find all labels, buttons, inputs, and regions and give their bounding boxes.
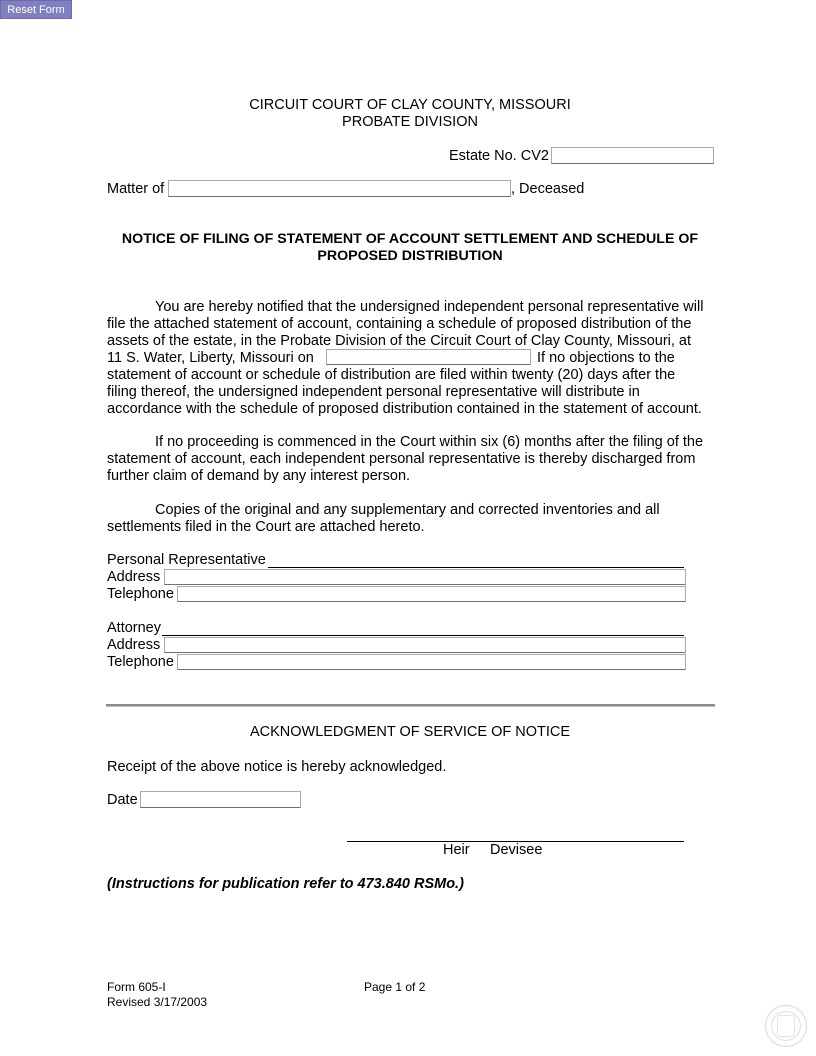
division-title: PROBATE DIVISION bbox=[342, 114, 478, 130]
date-label: Date bbox=[107, 792, 138, 808]
notice-title: NOTICE OF FILING OF STATEMENT OF ACCOUNT SETTLEMENT AND SCHEDULE OF PROPOSED DISTRIBUTION bbox=[121, 231, 699, 264]
personal-rep-signature-line bbox=[268, 567, 684, 568]
attorney-address-field[interactable] bbox=[164, 637, 686, 653]
para1-line6: filing thereof, the undersigned independent personal representative will distribute in bbox=[107, 384, 640, 400]
matter-name-field[interactable] bbox=[168, 180, 511, 197]
acknowledgment-title: ACKNOWLEDGMENT OF SERVICE OF NOTICE bbox=[249, 724, 571, 740]
rep-telephone-field[interactable] bbox=[177, 586, 686, 602]
attorney-address-label: Address bbox=[107, 637, 161, 653]
para1-line4b: If no objections to the bbox=[537, 350, 675, 366]
court-title: CIRCUIT COURT OF CLAY COUNTY, MISSOURI bbox=[249, 97, 571, 113]
para1-line1: You are hereby notified that the undersigned independent personal representative will bbox=[155, 299, 704, 315]
rep-telephone-label: Telephone bbox=[107, 586, 174, 602]
para2-line2: statement of account, each independent personal representative is thereby discharged from bbox=[107, 451, 696, 467]
page-number: Page 1 of 2 bbox=[364, 980, 426, 994]
rep-address-field[interactable] bbox=[164, 569, 686, 585]
para1-line7: accordance with the schedule of proposed distribution contained in the statement of account. bbox=[107, 401, 702, 417]
attorney-signature-line bbox=[162, 635, 684, 636]
section-divider bbox=[106, 704, 715, 707]
estate-label: Estate No. CV2 bbox=[449, 148, 549, 164]
revised-date: Revised 3/17/2003 bbox=[107, 995, 208, 1009]
para1-line3: assets of the estate, in the Probate Division of the Circuit Court of Clay County, Missouri, at bbox=[107, 333, 692, 349]
receipt-text: Receipt of the above notice is hereby acknowledged. bbox=[107, 759, 447, 775]
para2-line1: If no proceeding is commenced in the Court within six (6) months after the filing of the bbox=[155, 434, 704, 450]
form-number: Form 605-I bbox=[107, 980, 166, 994]
para1-line5: statement of account or schedule of distribution are filed within twenty (20) days after the bbox=[107, 367, 676, 383]
rep-address-label: Address bbox=[107, 569, 161, 585]
para3-line2: settlements filed in the Court are attached hereto. bbox=[107, 519, 425, 535]
personal-rep-label: Personal Representative bbox=[107, 552, 266, 568]
filing-date-field[interactable] bbox=[326, 349, 531, 365]
seal-emblem bbox=[777, 1015, 795, 1037]
court-seal-icon bbox=[765, 1005, 807, 1047]
estate-number-field[interactable] bbox=[551, 147, 714, 164]
attorney-telephone-field[interactable] bbox=[177, 654, 686, 670]
para1-line4a: 11 S. Water, Liberty, Missouri on bbox=[107, 350, 314, 366]
para3-line1: Copies of the original and any supplementary and corrected inventories and all bbox=[155, 502, 660, 518]
date-field[interactable] bbox=[140, 791, 301, 808]
heir-label: Heir bbox=[443, 842, 470, 858]
attorney-label: Attorney bbox=[107, 620, 161, 636]
devisee-label: Devisee bbox=[490, 842, 543, 858]
reset-form-button[interactable]: Reset Form bbox=[0, 0, 72, 19]
matter-label: Matter of bbox=[107, 181, 165, 197]
deceased-label: , Deceased bbox=[511, 181, 585, 197]
para1-line2: file the attached statement of account, containing a schedule of proposed distribution of the bbox=[107, 316, 692, 332]
instructions-text: (Instructions for publication refer to 473.840 RSMo.) bbox=[107, 876, 464, 892]
attorney-telephone-label: Telephone bbox=[107, 654, 174, 670]
para2-line3: further claim of demand by any interest person. bbox=[107, 468, 411, 484]
